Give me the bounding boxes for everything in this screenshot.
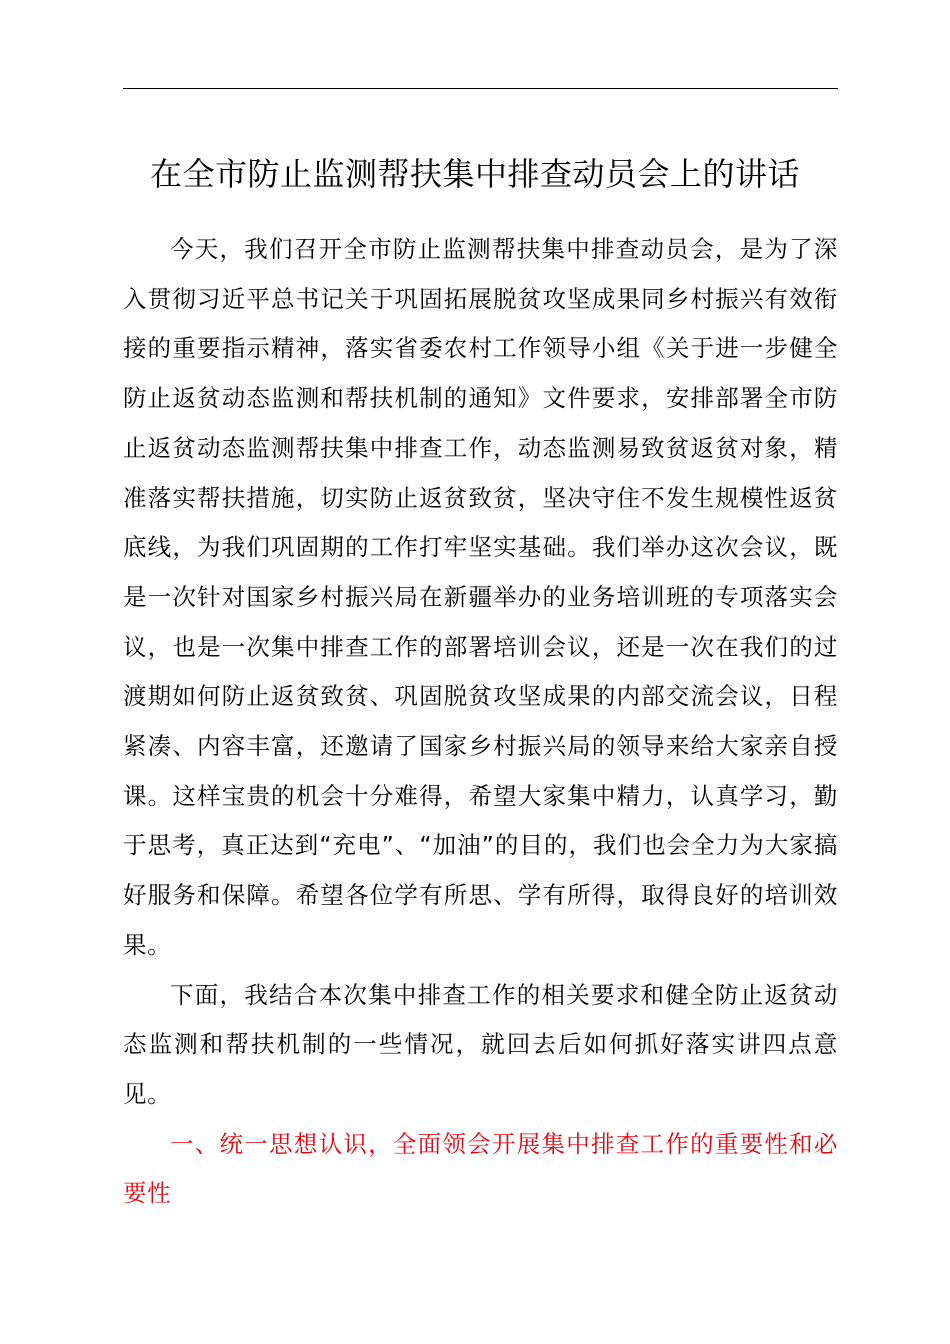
section-heading-1: 一、统一思想认识，全面领会开展集中排查工作的重要性和必要性: [123, 1129, 838, 1208]
body-paragraph-2: 下面，我结合本次集中排查工作的相关要求和健全防止返贫动态监测和帮扶机制的一些情况，就回去后如何抓好落实讲四点意见。: [123, 980, 838, 1108]
document-title: 在全市防止监测帮扶集中排查动员会上的讲话: [149, 155, 800, 193]
header-rule: [123, 88, 838, 89]
document-body: [123, 225, 838, 1219]
body-paragraph-1: 今天，我们召开全市防止监测帮扶集中排查动员会，是为了深入贯彻习近平总书记关于巩固拓展脱贫攻坚成果同乡村振兴有效衔接的重要指示精神，落实省委农村工作领导小组《关于进一步健全防止返贫动态监测和帮扶机制的通知》文件要求，安排部署全市防止返贫动态监测帮扶集中排查工作，动态监测易致贫返贫对象，精准落实帮扶措施，切实防止返贫致贫，坚决守住不发生规模性返贫底线，为我们巩固期的工作打牢坚实基础。我们举办这次会议，既是一次针对国家乡村振兴局在新疆举办的业务培训班的专项落实会议，也是一次集中排查工作的部署培训会议，还是一次在我们的过渡期如何防止返贫致贫、巩固脱贫攻坚成果的内部交流会议，日程紧凑、内容丰富，还邀请了国家乡村振兴局的领导来给大家亲自授课。这样宝贵的机会十分难得，希望大家集中精力，认真学习，勤于思考，真正达到“充电”、“加油”的目的，我们也会全力为大家搞好服务和保障。希望各位学有所思、学有所得，取得良好的培训效果。: [123, 235, 838, 959]
